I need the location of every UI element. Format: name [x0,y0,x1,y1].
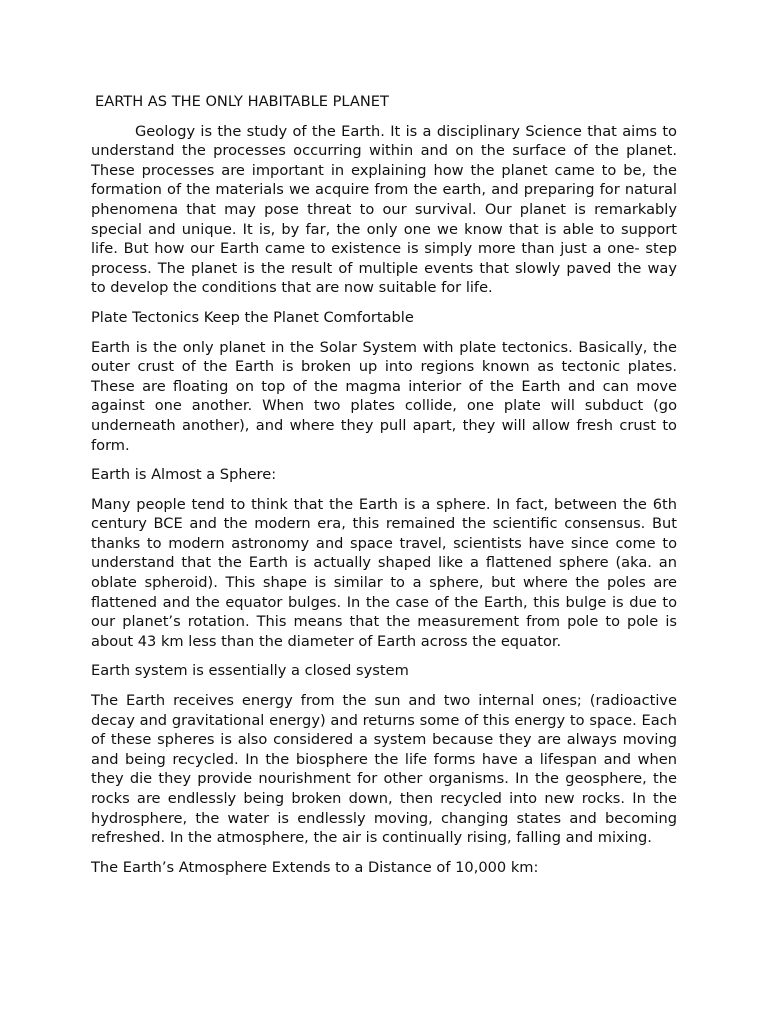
document-body [91,92,677,887]
section-heading-plate-tectonics: Plate Tectonics Keep the Planet Comfortable [91,308,414,326]
document-title: EARTH AS THE ONLY HABITABLE PLANET [95,93,389,110]
section-heading-almost-sphere: Earth is Almost a Sphere: [91,466,277,484]
intro-paragraph: Geology is the study of the Earth. It is a disciplinary Science that aims to understand the processes occurring within and on the surface of the planet. These processes are important in explaining how the planet came to be, the formation of the materials we acquire from the earth, and preparing for natural phenomena that may pose threat to our survival. Our planet is remarkably special and unique. It is, by far, the only one we know that is able to support life. But how our Earth came to existence is simply more than just a one- step process. The planet is the result of multiple events that slowly paved the way to develop the conditions that are now suitable for life. [91,122,677,297]
section-heading-atmosphere: The Earth’s Atmosphere Extends to a Distance of 10,000 km: [91,858,539,876]
section-body-closed-system: The Earth receives energy from the sun and two internal ones; (radioactive decay and gravitational energy) and returns some of this energy to space. Each of these spheres is also considered a system because they are always moving and being recycled. In the biosphere the life forms have a lifespan and when they die they provide nourishment for other organisms. In the geosphere, the rocks are endlessly being broken down, then recycled into new rocks. In the hydrosphere, the water is endlessly moving, changing states and becoming refreshed. In the atmosphere, the air is continually rising, falling and mixing. [91,692,677,847]
section-heading-closed-system: Earth system is essentially a closed system [91,662,409,680]
section-body-plate-tectonics: Earth is the only planet in the Solar System with plate tectonics. Basically, the outer crust of the Earth is broken up into regions known as tectonic plates. These are floating on top of the magma interior of the Earth and can move against one another. When two plates collide, one plate will subduct (go underneath another), and where they pull apart, they will allow fresh crust to form. [91,338,677,454]
section-body-almost-sphere: Many people tend to think that the Earth is a sphere. In fact, between the 6th century BCE and the modern era, this remained the scientific consensus. But thanks to modern astronomy and space travel, scientists have since come to understand that the Earth is actually shaped like a flattened sphere (aka. an oblate spheroid). This shape is similar to a sphere, but where the poles are flattened and the equator bulges. In the case of the Earth, this bulge is due to our planet’s rotation. This means that the measurement from pole to pole is about 43 km less than the diameter of Earth across the equator. [91,495,677,650]
